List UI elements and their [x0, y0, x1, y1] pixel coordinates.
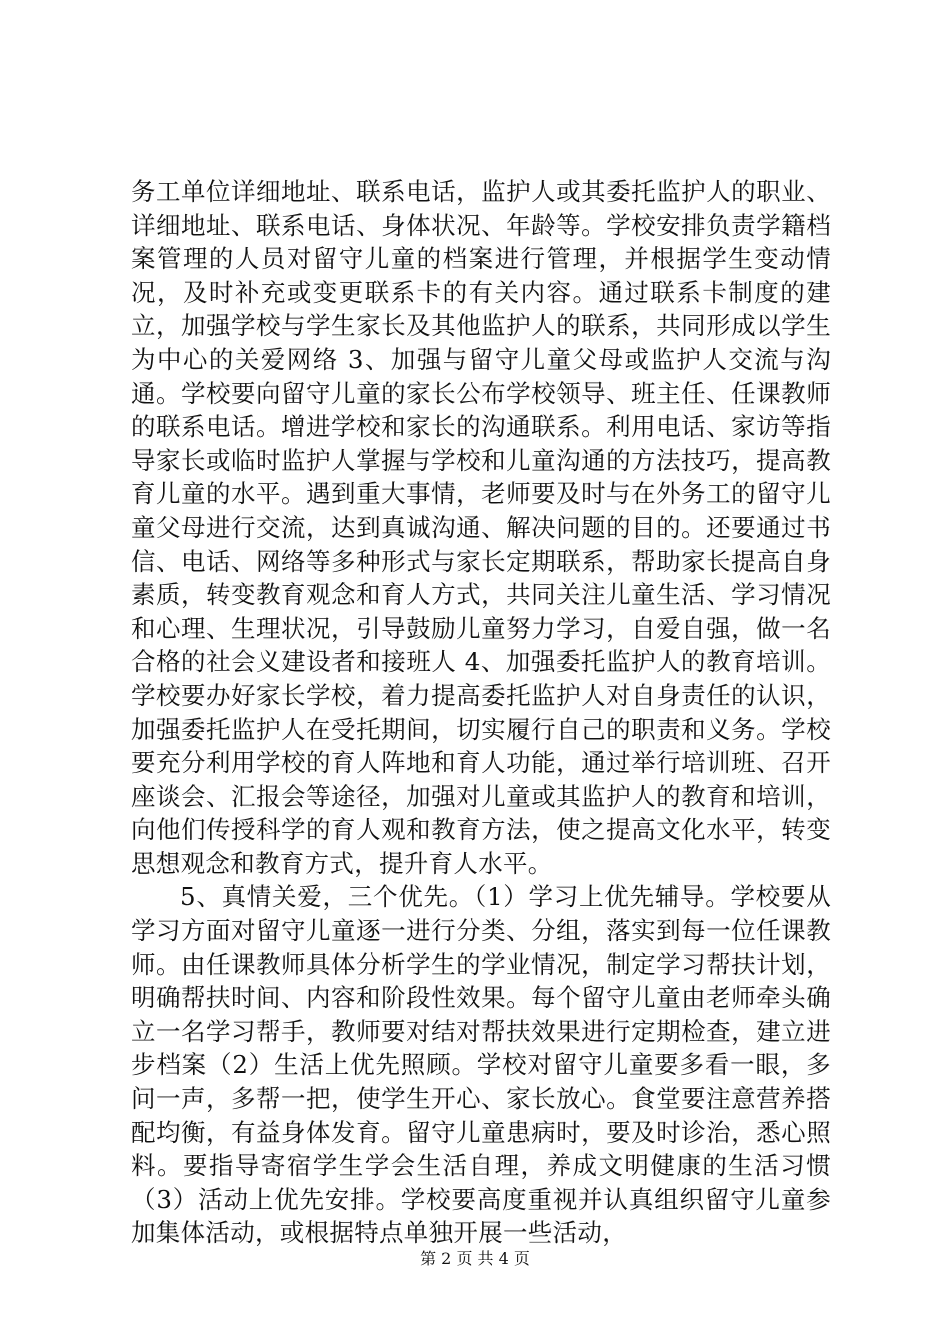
page-number: 第 2 页 共 4 页 — [420, 1249, 530, 1268]
paragraph-1: 务工单位详细地址、联系电话，监护人或其委托监护人的职业、详细地址、联系电话、身体状况、年龄等。学校安排负责学籍档案管理的人员对留守儿童的档案进行管理，并根据学生变动情况，及时补充或变更联系卡的有关内容。通过联系卡制度的建立，加强学校与学生家长及其他监护人的联系，共同形成以学生为中心的关爱网络 3、加强与留守儿童父母或监护人交流与沟通。学校要向留守儿童的家长公布学校领导、班主任、任课教师的联系电话。增进学校和家长的沟通联系。利用电话、家访等指导家长或临时监护人掌握与学校和儿童沟通的方法技巧，提高教育儿童的水平。遇到重大事情，老师要及时与在外务工的留守儿童父母进行交流，达到真诚沟通、解决问题的目的。还要通过书信、电话、网络等多种形式与家长定期联系，帮助家长提高自身素质，转变教育观念和育人方式，共同关注儿童生活、学习情况和心理、生理状况，引导鼓励儿童努力学习，自爱自强，做一名合格的社会义建设者和接班人 4、加强委托监护人的教育培训。学校要办好家长学校，着力提高委托监护人对自身责任的认识，加强委托监护人在受托期间，切实履行自己的职责和义务。学校要充分利用学校的育人阵地和育人功能，通过举行培训班、召开座谈会、汇报会等途径，加强对儿童或其监护人的教育和培训，向他们传授科学的育人观和教育方法，使之提高文化水平，转变思想观念和教育方式，提升育人水平。 — [131, 177, 831, 878]
page-footer — [0, 1246, 950, 1269]
paragraph-2: 5、真情关爱，三个优先。（1）学习上优先辅导。学校要从学习方面对留守儿童逐一进行分类、分组，落实到每一位任课教师。由任课教师具体分析学生的学业情况，制定学习帮扶计划，明确帮扶时间、内容和阶段性效果。每个留守儿童由老师牵头确立一名学习帮手，教师要对结对帮扶效果进行定期检查，建立进步档案（2）生活上优先照顾。学校对留守儿童要多看一眼，多问一声，多帮一把，使学生开心、家长放心。食堂要注意营养搭配均衡，有益身体发育。留守儿童患病时，要及时诊治，悉心照料。要指导寄宿学生学会生活自理，养成文明健康的生活习惯（3）活动上优先安排。学校要高度重视并认真组织留守儿童参加集体活动，或根据特点单独开展一些活动， — [131, 882, 831, 1248]
document-body — [131, 175, 831, 1250]
